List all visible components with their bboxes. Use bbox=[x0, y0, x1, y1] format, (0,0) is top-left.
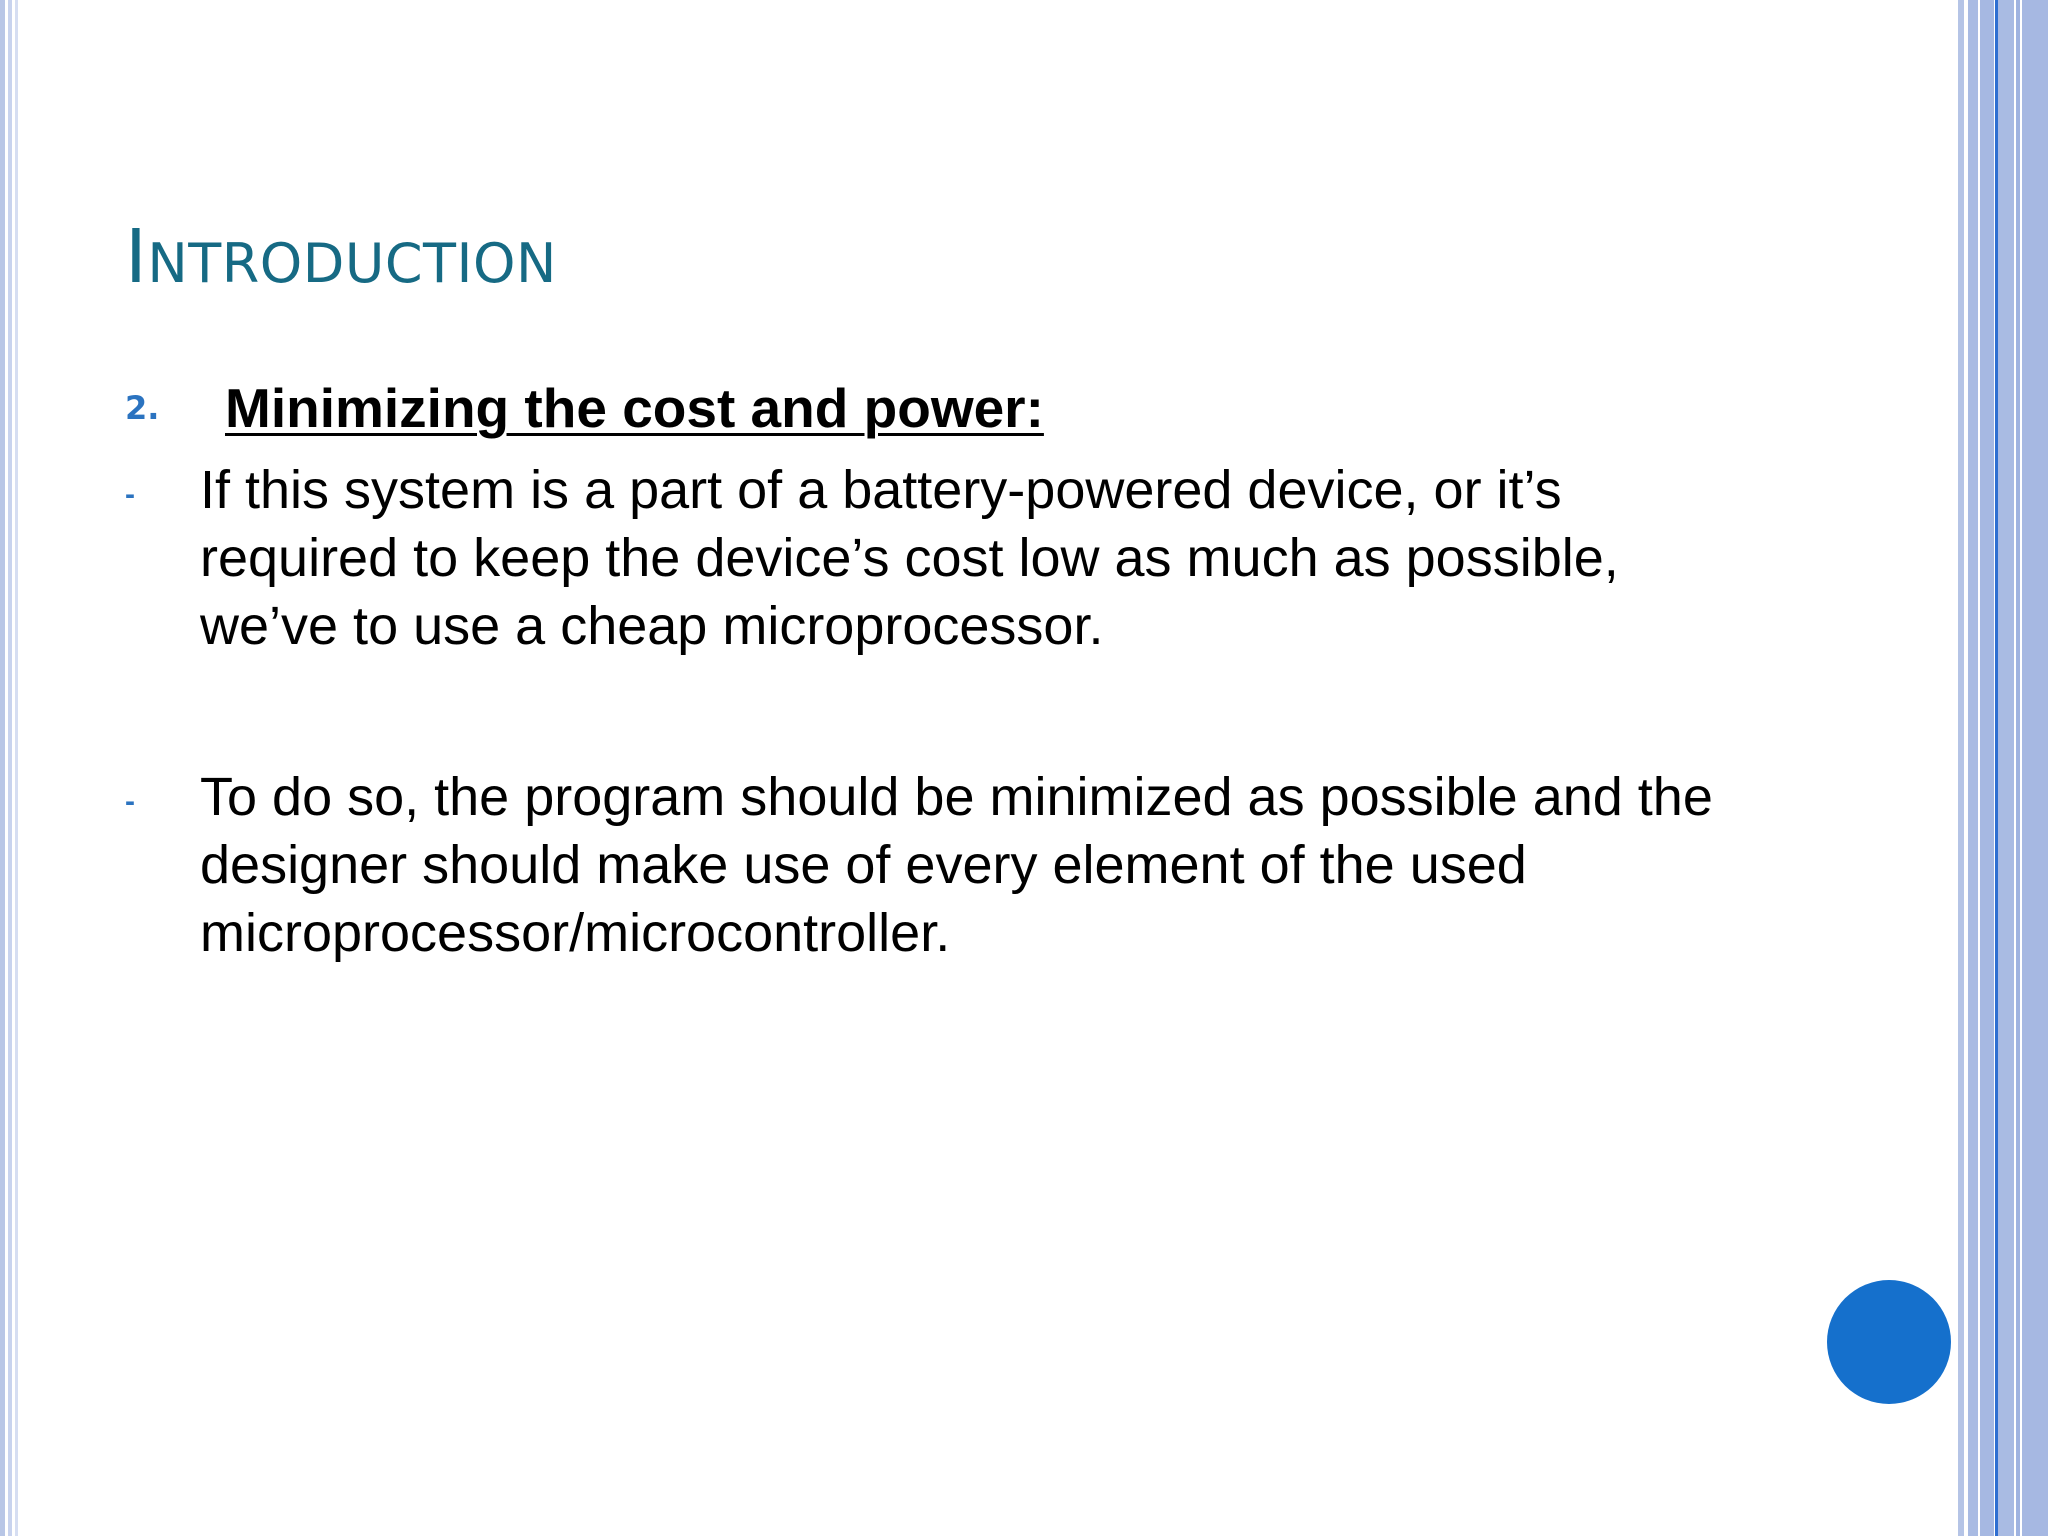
item-number: 2. bbox=[125, 389, 160, 427]
left-border-stripe bbox=[8, 0, 12, 1536]
bullet-marker: - bbox=[125, 785, 135, 818]
right-border-stripe bbox=[2022, 0, 2048, 1536]
bullet-item bbox=[125, 456, 1745, 660]
right-border-stripe bbox=[1980, 0, 1994, 1536]
right-border-stripe bbox=[1998, 0, 2014, 1536]
numbered-item bbox=[125, 376, 1044, 440]
right-border-stripe bbox=[2016, 0, 2020, 1536]
bullet-text: If this system is a part of a battery-powered device, or it’s required to keep the device’s cost low as much as possible, we’ve to use a cheap microprocessor. bbox=[200, 460, 1619, 656]
slide-title-initial: I bbox=[125, 214, 148, 300]
right-border-stripe bbox=[1958, 0, 1964, 1536]
bullet-text: To do so, the program should be minimized as possible and the designer should make use of every element of the used microprocessor/microcontroller. bbox=[200, 767, 1713, 963]
slide-title-rest: NTRODUCTION bbox=[147, 232, 557, 295]
left-border-stripe bbox=[0, 0, 5, 1536]
slide-title bbox=[125, 214, 557, 300]
decorative-circle bbox=[1827, 1280, 1951, 1404]
item-heading: Minimizing the cost and power: bbox=[225, 377, 1044, 439]
bullet-item bbox=[125, 763, 1745, 967]
bullet-marker: - bbox=[125, 478, 135, 511]
left-border-stripe bbox=[15, 0, 18, 1536]
right-border-stripe bbox=[1968, 0, 1978, 1536]
